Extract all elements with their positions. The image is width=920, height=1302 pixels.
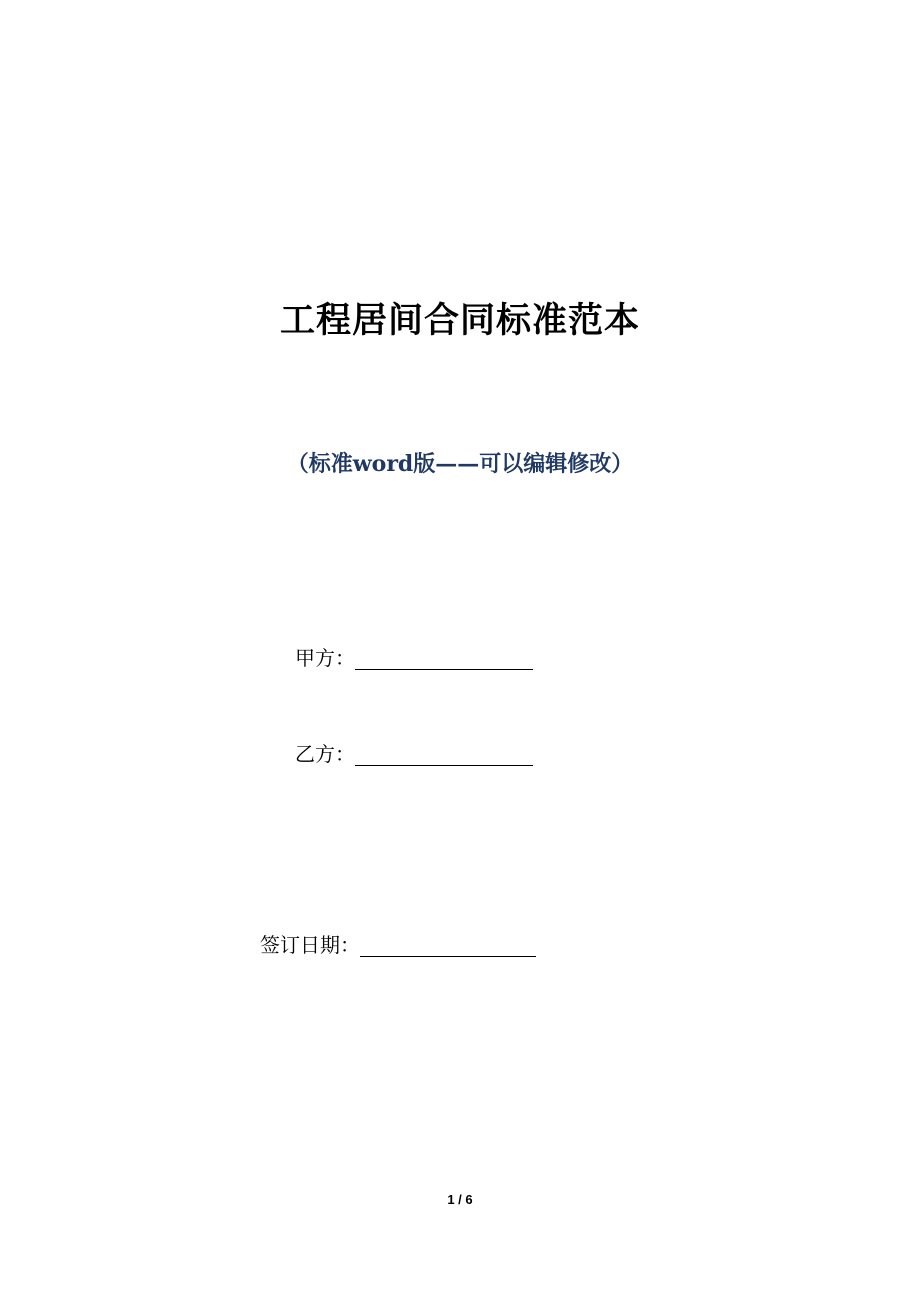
party-a-blank-line xyxy=(355,645,533,670)
party-b-label: 乙方： xyxy=(295,742,355,766)
party-b-field xyxy=(295,739,533,769)
party-a-label: 甲方： xyxy=(295,646,355,670)
party-a-field xyxy=(295,643,533,673)
page-number: 1 / 6 xyxy=(447,1192,473,1207)
document-title: 工程居间合同标准范本 xyxy=(279,300,640,341)
sign-date-label: 签订日期： xyxy=(260,933,360,957)
sign-date-field xyxy=(260,930,536,960)
document-subtitle: （标准word版——可以编辑修改） xyxy=(286,451,634,477)
sign-date-blank-line xyxy=(360,932,536,957)
party-b-blank-line xyxy=(355,741,533,766)
